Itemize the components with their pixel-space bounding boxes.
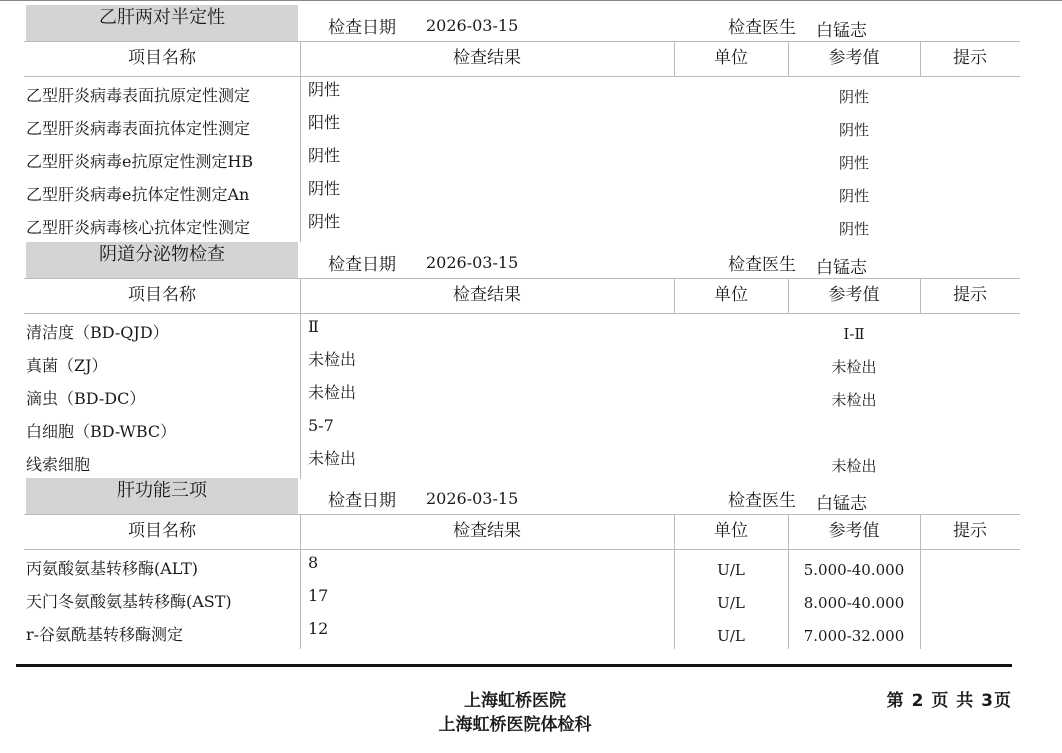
doctor-name: 白锰志 (816, 21, 867, 41)
top-rule (0, 0, 1062, 1)
item-unit (674, 446, 788, 479)
col-result: 检查结果 (300, 279, 675, 313)
item-result: 阴性 (308, 212, 341, 231)
column-header (24, 514, 1020, 550)
item-result: 阳性 (308, 113, 341, 132)
table-row (24, 413, 1020, 446)
item-name: 线索细胞 (26, 455, 91, 474)
section-header (24, 242, 1020, 278)
column-header (24, 41, 1020, 77)
table-row (24, 616, 1020, 649)
col-result: 检查结果 (300, 515, 675, 549)
section-vaginal-secretion (24, 242, 1020, 479)
item-name: 天门冬氨酸氨基转移酶(AST) (26, 592, 232, 611)
item-name: 乙型肝炎病毒表面抗原定性测定 (26, 86, 251, 105)
col-name: 项目名称 (24, 279, 301, 313)
item-result: 未检出 (308, 449, 357, 468)
item-unit: U/L (717, 561, 745, 579)
exam-date-label: 检查日期 (328, 491, 396, 511)
item-result: 12 (308, 619, 329, 638)
exam-date: 2026-03-15 (426, 16, 519, 35)
item-ref: 未检出 (831, 358, 877, 376)
doctor-label: 检查医生 (728, 491, 796, 511)
table-row (24, 583, 1020, 616)
item-name: 乙型肝炎病毒表面抗体定性测定 (26, 119, 251, 138)
section-header (24, 478, 1020, 514)
page-number: 第 2 页 共 3页 (886, 691, 1012, 711)
item-name: 白细胞（BD-WBC） (26, 422, 177, 441)
table-row (24, 110, 1020, 143)
table-body (24, 314, 1020, 479)
col-unit: 单位 (674, 42, 789, 76)
footer-hospital: 上海虹桥医院 (464, 691, 566, 711)
item-ref: 7.000-32.000 (803, 627, 905, 645)
col-name: 项目名称 (24, 42, 301, 76)
doctor-label: 检查医生 (728, 255, 796, 275)
item-unit: U/L (717, 627, 745, 645)
table-row (24, 77, 1020, 110)
item-unit (674, 143, 788, 176)
item-result: 阴性 (308, 146, 341, 165)
item-ref: 5.000-40.000 (803, 561, 905, 579)
item-ref: 8.000-40.000 (803, 594, 905, 612)
item-result: 8 (308, 553, 319, 572)
item-ref (788, 413, 920, 446)
section-title: 乙肝两对半定性 (26, 5, 298, 41)
item-result: 17 (308, 586, 329, 605)
section-title: 阴道分泌物检查 (26, 242, 298, 278)
col-unit: 单位 (674, 279, 789, 313)
item-unit (674, 314, 788, 347)
section-hbv (24, 5, 1020, 242)
item-name: r-谷氨酰基转移酶测定 (26, 625, 184, 644)
item-name: 丙氨酸氨基转移酶(ALT) (26, 559, 199, 578)
table-row (24, 550, 1020, 583)
col-ref: 参考值 (788, 42, 921, 76)
item-unit (674, 110, 788, 143)
item-ref: 阴性 (838, 154, 869, 172)
exam-date-label: 检查日期 (328, 255, 396, 275)
table-body (24, 550, 1020, 649)
section-title: 肝功能三项 (26, 478, 298, 514)
table-row (24, 209, 1020, 242)
footer-rule (16, 664, 1012, 667)
col-result: 检查结果 (300, 42, 675, 76)
item-result: 5-7 (308, 416, 334, 435)
table-row (24, 380, 1020, 413)
item-ref: 阴性 (838, 187, 869, 205)
item-unit (674, 209, 788, 242)
item-name: 乙型肝炎病毒e抗体定性测定An (26, 185, 250, 204)
item-ref: Ⅰ-Ⅱ (843, 325, 865, 343)
item-result: 阴性 (308, 80, 341, 99)
section-header (24, 5, 1020, 41)
exam-date: 2026-03-15 (426, 253, 519, 272)
doctor-name: 白锰志 (816, 494, 867, 514)
item-ref: 未检出 (831, 391, 877, 409)
item-unit (674, 176, 788, 209)
col-hint: 提示 (953, 285, 987, 305)
col-unit: 单位 (674, 515, 789, 549)
col-hint: 提示 (953, 48, 987, 68)
table-row (24, 314, 1020, 347)
table-row (24, 446, 1020, 479)
exam-date: 2026-03-15 (426, 489, 519, 508)
item-result: 未检出 (308, 383, 357, 402)
item-result: Ⅱ (308, 317, 319, 336)
item-unit (674, 347, 788, 380)
item-unit (674, 413, 788, 446)
col-hint: 提示 (953, 521, 987, 541)
col-ref: 参考值 (788, 279, 921, 313)
item-name: 乙型肝炎病毒核心抗体定性测定 (26, 218, 251, 237)
item-unit (674, 77, 788, 110)
table-body (24, 77, 1020, 242)
col-ref: 参考值 (788, 515, 921, 549)
item-ref: 未检出 (831, 457, 877, 475)
table-row (24, 143, 1020, 176)
item-ref: 阴性 (838, 220, 869, 238)
item-name: 真菌（ZJ） (26, 356, 108, 375)
column-header (24, 278, 1020, 314)
item-ref: 阴性 (838, 88, 869, 106)
item-unit: U/L (717, 594, 745, 612)
col-name: 项目名称 (24, 515, 301, 549)
item-name: 清洁度（BD-QJD） (26, 323, 169, 342)
exam-date-label: 检查日期 (328, 18, 396, 38)
section-liver-function (24, 478, 1020, 649)
item-result: 阴性 (308, 179, 341, 198)
doctor-label: 检查医生 (728, 18, 796, 38)
item-name: 乙型肝炎病毒e抗原定性测定HB (26, 152, 254, 171)
item-ref: 阴性 (838, 121, 869, 139)
footer-department: 上海虹桥医院体检科 (438, 715, 592, 735)
item-name: 滴虫（BD-DC） (26, 389, 146, 408)
item-unit (674, 380, 788, 413)
item-result: 未检出 (308, 350, 357, 369)
doctor-name: 白锰志 (816, 258, 867, 278)
table-row (24, 176, 1020, 209)
table-row (24, 347, 1020, 380)
